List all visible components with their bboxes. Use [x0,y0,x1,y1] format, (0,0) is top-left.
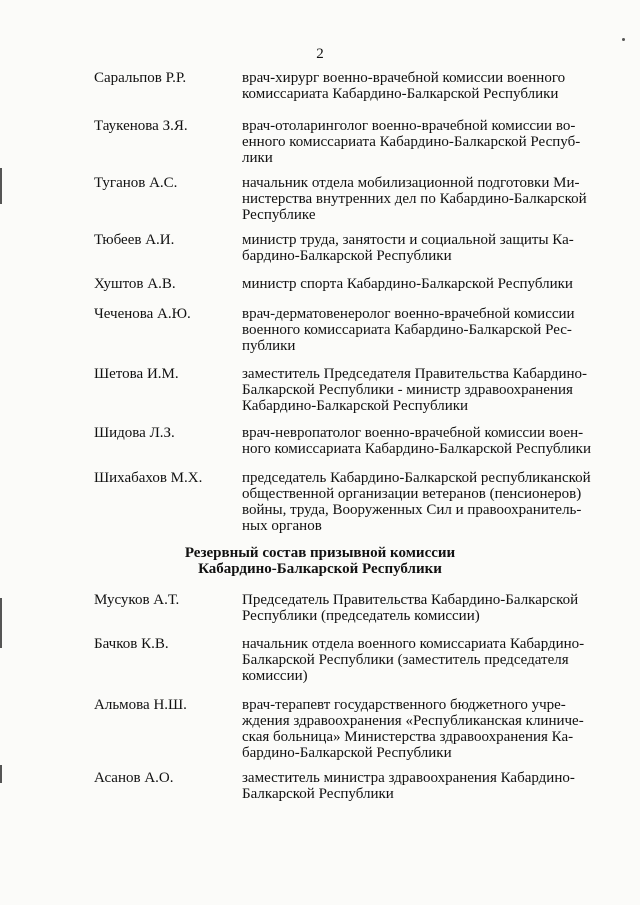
role-line: ская больница» Министерства здравоохранения Ка- [242,729,574,745]
role-line: лики [242,150,273,166]
role-line: врач-хирург военно-врачебной комиссии военного [242,70,566,86]
reserve-name: Бачков К.В. [94,636,169,652]
member-name: Шетова И.М. [94,366,179,382]
member-role [242,175,594,223]
role-line: Балкарской Республики [242,786,394,802]
role-line: бардино-Балкарской Республики [242,745,452,761]
reserve-title-line: Резервный состав призывной комиссии [184,545,456,561]
role-line: комиссариата Кабардино-Балкарской Республики [242,86,559,102]
role-line: врач-терапевт государственного бюджетного учре- [242,697,566,713]
role-line: Председатель Правительства Кабардино-Балкарской [242,592,579,608]
role-line: врач-дерматовенеролог военно-врачебной комиссии [242,306,575,322]
role-line: Республики (председатель комиссии) [242,608,480,624]
role-line: министр спорта Кабардино-Балкарской Республики [242,276,573,292]
member-name: Шихабахов М.Х. [94,470,203,486]
member-role [242,118,594,166]
member-name: Шидова Л.З. [94,425,175,441]
role-line: общественной организации ветеранов (пенсионеров) [242,486,582,502]
role-line: енного комиссариата Кабардино-Балкарской Респуб- [242,134,581,150]
role-line: бардино-Балкарской Республики [242,248,452,264]
role-line: Балкарской Республики - министр здравоохранения [242,382,573,398]
member-name: Туганов А.С. [94,175,178,191]
reserve-role [242,636,594,684]
role-line: министр труда, занятости и социальной защиты Ка- [242,232,574,248]
role-line: комиссии) [242,668,308,684]
scan-edge-mark [0,598,2,648]
role-line: нистерства внутренних дел по Кабардино-Балкарской [242,191,587,207]
role-line: врач-невропатолог военно-врачебной комиссии воен- [242,425,584,441]
role-line: войны, труда, Вооруженных Сил и правоохранитель- [242,502,582,518]
scan-edge-mark [0,765,2,783]
scan-dot [622,38,625,41]
role-line: ных органов [242,518,322,534]
reserve-role [242,770,594,802]
role-line: начальник отдела военного комиссариата Кабардино- [242,636,585,652]
reserve-section-title [0,545,640,577]
member-name: Таукенова З.Я. [94,118,188,134]
role-line: ждения здравоохранения «Республиканская клиниче- [242,713,584,729]
reserve-name: Мусуков А.Т. [94,592,180,608]
member-name: Чеченова А.Ю. [94,306,191,322]
reserve-role [242,592,594,624]
member-role [242,232,594,264]
role-line: председатель Кабардино-Балкарской республиканской [242,470,591,486]
member-role [242,425,594,457]
role-line: публики [242,338,296,354]
role-line: ного комиссариата Кабардино-Балкарской Республики [242,441,591,457]
reserve-name: Асанов А.О. [94,770,174,786]
role-line: Балкарской Республики (заместитель председателя [242,652,569,668]
scan-edge-mark [0,168,2,204]
role-line: врач-отоларинголог военно-врачебной комиссии во- [242,118,576,134]
reserve-role [242,697,594,761]
member-name: Саральпов Р.Р. [94,70,187,86]
member-name: Хуштов А.В. [94,276,176,292]
role-line: военного комиссариата Кабардино-Балкарской Рес- [242,322,572,338]
member-role [242,366,594,414]
member-role [242,276,594,292]
role-line: Республике [242,207,316,223]
role-line: заместитель министра здравоохранения Кабардино- [242,770,575,786]
role-line: Кабардино-Балкарской Республики [242,398,469,414]
member-role [242,306,594,354]
role-line: начальник отдела мобилизационной подготовки Ми- [242,175,580,191]
reserve-name: Альмова Н.Ш. [94,697,187,713]
page-number: 2 [316,46,324,62]
member-name: Тюбеев А.И. [94,232,175,248]
member-role [242,70,594,102]
member-role [242,470,594,534]
reserve-title-line: Кабардино-Балкарской Республики [198,561,442,577]
role-line: заместитель Председателя Правительства Кабардино- [242,366,587,382]
